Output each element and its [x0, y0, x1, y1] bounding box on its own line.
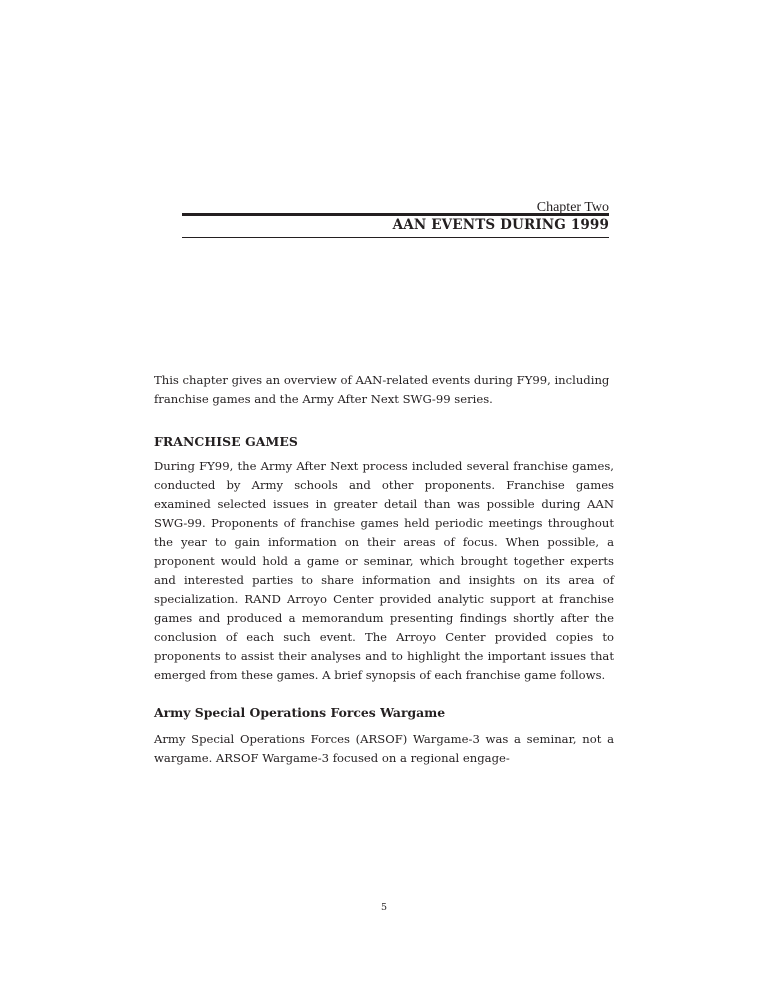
chapter-rule-thick: [182, 213, 609, 216]
intro-paragraph: This chapter gives an overview of AAN-related events during FY99, including franchise games and the Army After Next SWG-99 series.: [154, 373, 610, 406]
page-number: 5: [380, 902, 388, 913]
subsection-heading-arsof: Army Special Operations Forces Wargame: [154, 705, 446, 720]
chapter-rule-thin: [182, 237, 609, 238]
arsof-paragraph: Army Special Operations Forces (ARSOF) Wargame-3 was a seminar, not a wargame. ARSOF Wargame-3 focused on a regional engage-: [154, 732, 614, 765]
chapter-label: Chapter Two: [536, 200, 609, 215]
body-content: [154, 371, 614, 768]
franchise-games-paragraph: During FY99, the Army After Next process included several franchise games, conducted by Army schools and other proponents. Franchise games examined selected issues in greater detail than was possible during AAN SWG-99. Proponents of franchise games held periodic meetings throughout the year to gain information on their areas of focus. When possible, a proponent would hold a game or seminar, which brought together experts and interested parties to share information and insights on its area of specialization. RAND Arroyo Center provided analytic support at franchise games and produced a memorandum presenting findings shortly after the conclusion of each such event. The Arroyo Center provided copies to proponents to assist their analyses and to highlight the important issues that emerged from these games. A brief synopsis of each franchise game follows.: [154, 459, 614, 682]
chapter-title: AAN EVENTS DURING 1999: [392, 217, 609, 233]
section-heading-franchise-games: FRANCHISE GAMES: [154, 434, 298, 449]
